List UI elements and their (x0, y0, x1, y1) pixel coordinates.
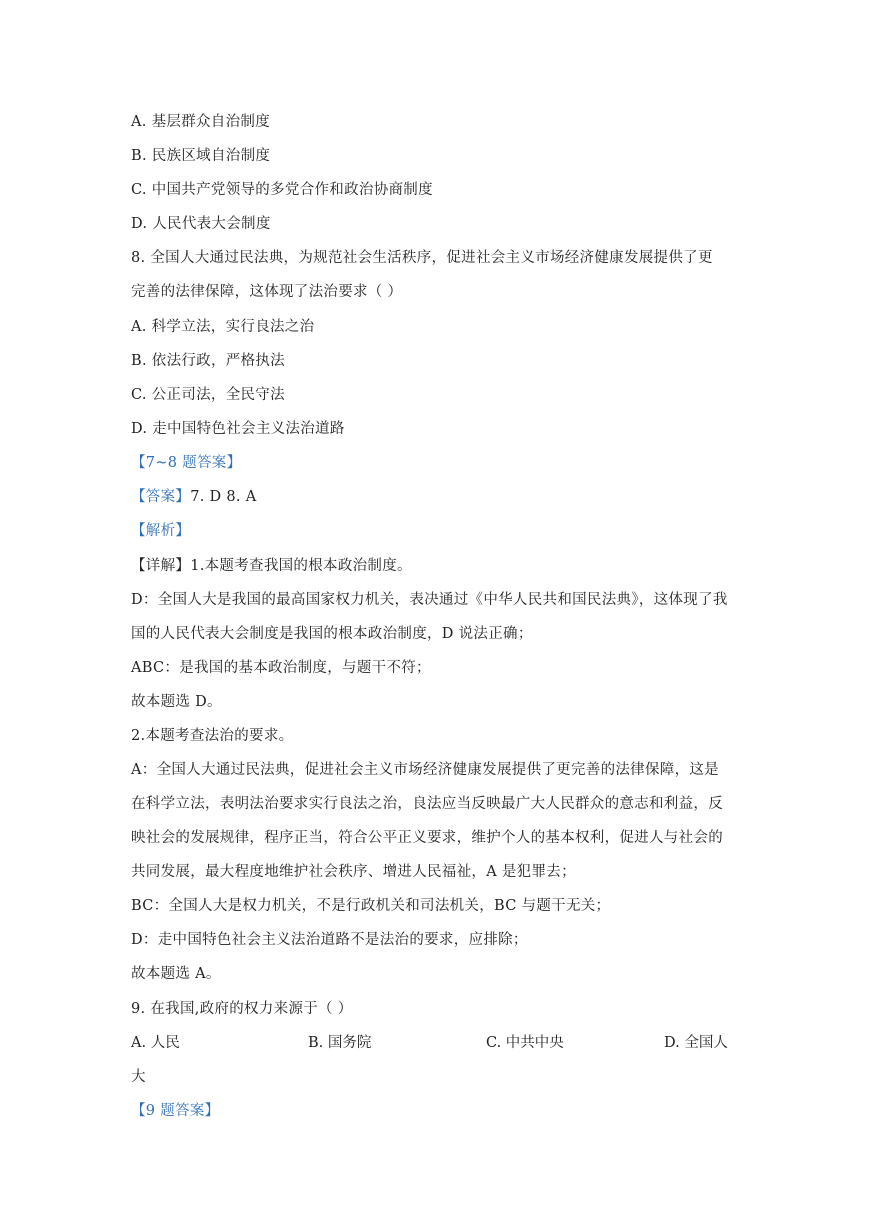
q8-option-d: D. 走中国特色社会主义法治道路 (131, 421, 345, 437)
answer-heading-9: 【9 题答案】 (131, 1103, 220, 1119)
q7-option-c: C. 中国共产党领导的多党合作和政治协商制度 (131, 182, 433, 198)
detail-line-13: 故本题选 A。 (131, 966, 221, 982)
q9-option-d-wrap: 大 (131, 1069, 146, 1085)
q8-option-b: B. 依法行政，严格执法 (131, 353, 285, 369)
detail-line-9: 映社会的发展规律，程序正当，符合公平正义要求，维护个人的基本权利，促进人与社会的 (131, 830, 723, 846)
q9-option-d: D. 全国人 (664, 1035, 728, 1051)
detail-line-7: A：全国人大通过民法典，促进社会主义市场经济健康发展提供了更完善的法律保障，这是 (131, 762, 719, 778)
answer-tag: 【答案】 (131, 489, 191, 505)
detail-line-3: 国的人民代表大会制度是我国的根本政治制度，D 说法正确； (131, 626, 533, 642)
answer-text: 7. D 8. A (190, 489, 257, 505)
analysis-tag: 【解析】 (131, 523, 191, 539)
detail-line-8: 在科学立法，表明法治要求实行良法之治，良法应当反映最广大人民群众的意志和利益，反 (131, 796, 723, 812)
q7-option-b: B. 民族区域自治制度 (131, 148, 271, 164)
detail-tag: 【详解】 (131, 558, 191, 574)
detail-line-4: ABC：是我国的基本政治制度，与题干不符； (131, 660, 431, 676)
q8-stem-line2: 完善的法律保障，这体现了法治要求（ ） (131, 284, 403, 300)
q9-option-a: A. 人民 (131, 1035, 180, 1051)
answer-line (131, 487, 257, 507)
q8-stem-line1: 8. 全国人大通过民法典，为规范社会生活秩序，促进社会主义市场经济健康发展提供了更 (131, 250, 713, 266)
q8-option-c: C. 公正司法，全民守法 (131, 387, 285, 403)
q8-option-a: A. 科学立法，实行良法之治 (131, 319, 315, 335)
q9-option-b: B. 国务院 (308, 1035, 372, 1051)
detail-line-6: 2.本题考查法治的要求。 (131, 728, 294, 744)
q9-stem: 9. 在我国,政府的权力来源于（ ） (131, 1001, 353, 1017)
answer-heading-7-8: 【7~8 题答案】 (131, 455, 242, 471)
detail-line-1 (131, 556, 412, 576)
detail-line-12: D：走中国特色社会主义法治道路不是法治的要求，应排除； (131, 932, 528, 948)
q7-option-d: D. 人民代表大会制度 (131, 216, 271, 232)
detail-line-11: BC：全国人大是权力机关，不是行政机关和司法机关，BC 与题干无关； (131, 898, 611, 914)
q9-option-c: C. 中共中央 (486, 1035, 564, 1051)
detail-line-2: D：全国人大是我国的最高国家权力机关，表决通过《中华人民共和国民法典》，这体现了我 (131, 592, 728, 608)
detail-text: 1.本题考查我国的根本政治制度。 (190, 558, 412, 574)
detail-line-5: 故本题选 D。 (131, 694, 222, 710)
q7-option-a: A. 基层群众自治制度 (131, 114, 270, 130)
detail-line-10: 共同发展，最大程度地维护社会秩序、增进人民福祉，A 是犯罪去； (131, 864, 576, 880)
